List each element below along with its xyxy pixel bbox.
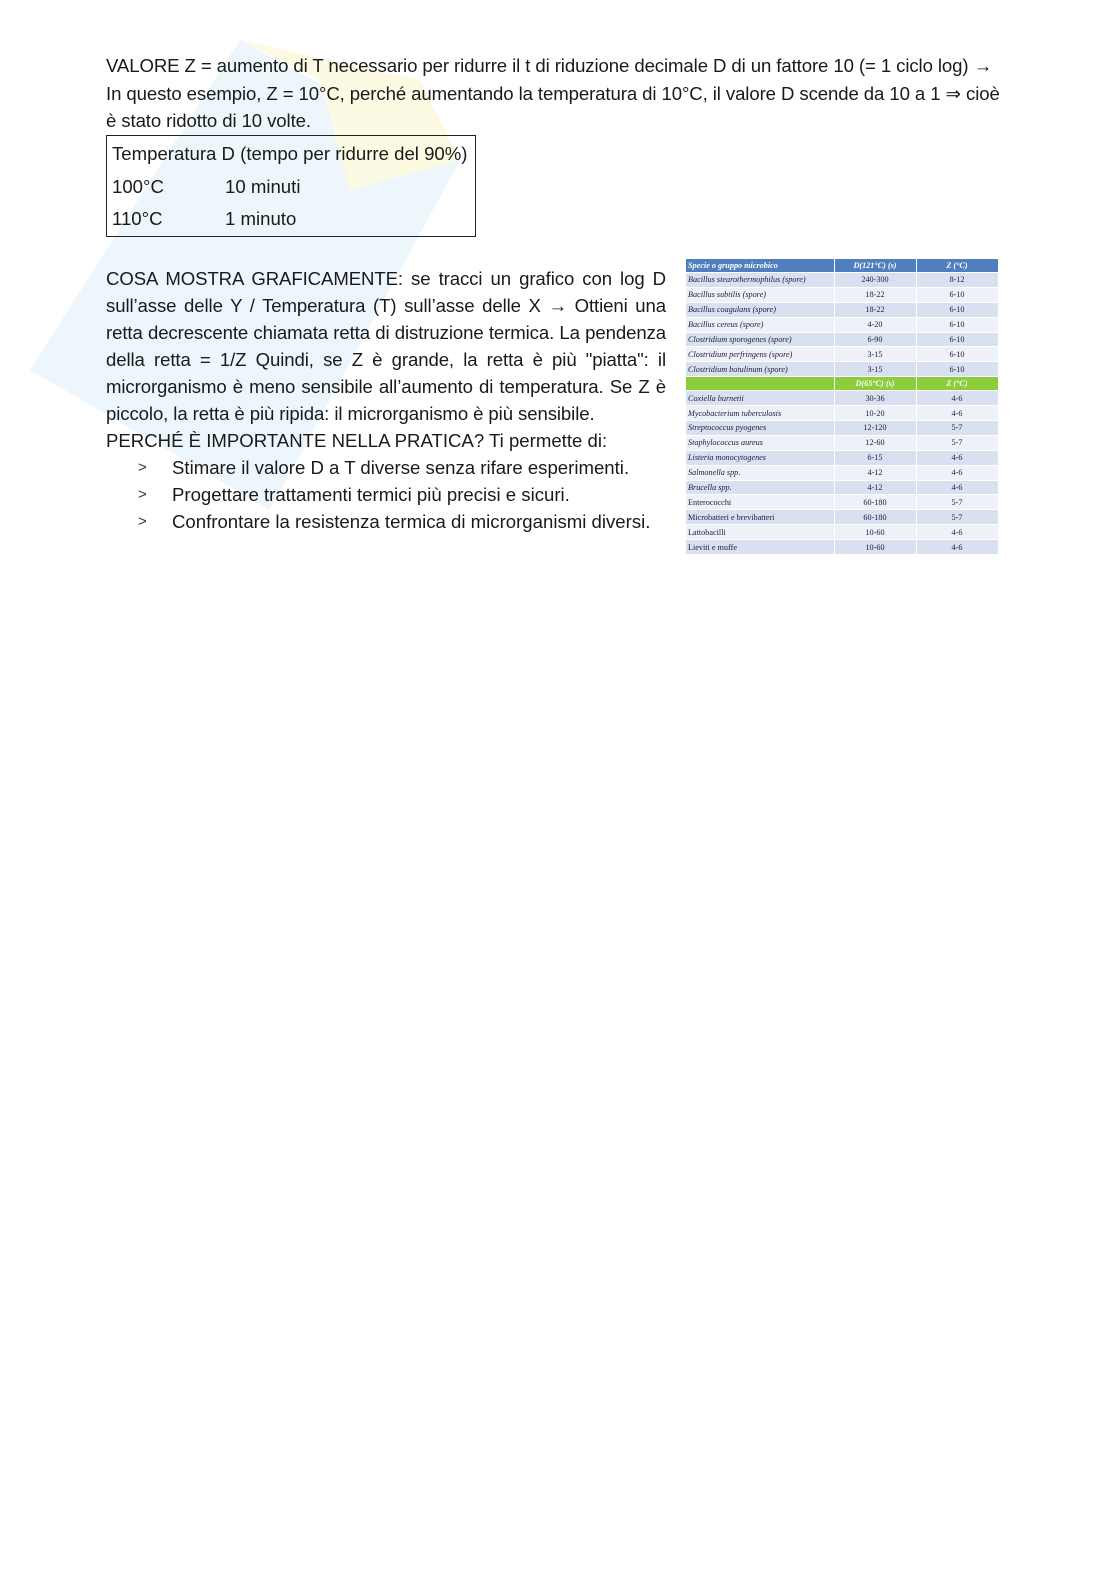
- d-value: 6-15: [834, 450, 916, 465]
- table-row: [686, 450, 998, 465]
- species-name: Staphylococcus aureus: [686, 435, 834, 450]
- z-value-definition: VALORE Z = aumento di T necessario per ridurre il t di riduzione decimale D di un fattore 10 (= 1 ciclo log) → In questo esempio, Z = 10°C, perché aumentando la temperatura di 10°C, il valore D scende da 10 a 1 ⇒ cioè è stato ridotto di 10 volte.: [106, 55, 1000, 131]
- table-row: [686, 465, 998, 480]
- table-header-vegetative: [686, 377, 998, 391]
- table-row: [686, 347, 998, 362]
- species-name: Enterococchi: [686, 495, 834, 510]
- d-value: 18-22: [834, 302, 916, 317]
- species-name: Lattobacilli: [686, 525, 834, 540]
- z-value: 6-10: [916, 332, 998, 347]
- table-row: [686, 317, 998, 332]
- header-empty: [686, 377, 834, 391]
- species-name: Salmonella spp.: [686, 465, 834, 480]
- species-name: Bacillus coagulans (spore): [686, 302, 834, 317]
- table-row: [686, 421, 998, 436]
- species-name: Brucella spp.: [686, 480, 834, 495]
- importance-heading: PERCHÉ È IMPORTANTE NELLA PRATICA? Ti permette di:: [106, 430, 608, 451]
- d-value: 4-12: [834, 465, 916, 480]
- z-value: 4-6: [916, 406, 998, 421]
- z-value: 5-7: [916, 435, 998, 450]
- table-row: [686, 540, 998, 555]
- table-row: [686, 362, 998, 377]
- species-name: Lieviti e muffe: [686, 540, 834, 555]
- header-d-value: D(65°C) (s): [834, 377, 916, 391]
- list-item: [138, 454, 678, 481]
- z-value: 8-12: [916, 273, 998, 288]
- list-item-text: Confrontare la resistenza termica di microrganismi diversi.: [172, 511, 651, 532]
- microbial-table-body: [686, 259, 998, 555]
- d-table-header: Temperatura D (tempo per ridurre del 90%): [112, 143, 468, 164]
- table-row: [686, 510, 998, 525]
- list-item-text: Stimare il valore D a T diverse senza rifare esperimenti.: [172, 457, 630, 478]
- z-value: 6-10: [916, 362, 998, 377]
- z-value: 6-10: [916, 317, 998, 332]
- d-value: 10-20: [834, 406, 916, 421]
- table-row: [686, 495, 998, 510]
- list-item-text: Progettare trattamenti termici più precisi e sicuri.: [172, 484, 570, 505]
- species-name: Clostridium perfringens (spore): [686, 347, 834, 362]
- species-name: Bacillus cereus (spore): [686, 317, 834, 332]
- z-value: 4-6: [916, 525, 998, 540]
- d-value: 10-60: [834, 540, 916, 555]
- species-name: Bacillus subtilis (spore): [686, 287, 834, 302]
- table-row: [686, 287, 998, 302]
- table-row: [686, 480, 998, 495]
- bullet-marker: >: [138, 459, 147, 476]
- d-value: 240-300: [834, 273, 916, 288]
- z-value: 4-6: [916, 540, 998, 555]
- z-value: 4-6: [916, 480, 998, 495]
- table-row: [686, 273, 998, 288]
- z-value: 6-10: [916, 302, 998, 317]
- d-value: 4-20: [834, 317, 916, 332]
- decimal-reduction-table: [106, 135, 476, 237]
- z-value: 5-7: [916, 421, 998, 436]
- d-table-temp: 110°C: [112, 208, 163, 229]
- d-table-row: [112, 173, 301, 201]
- graph-explanation-text: COSA MOSTRA GRAFICAMENTE: se tracci un grafico con log D sull’asse delle Y / Temperatura (T) sull’asse delle X → Ottieni una retta decrescente chiamata retta di distruzione termica. La pendenza della retta = 1/Z Quindi, se Z è grande, la retta è più "piatta": il microrganismo è meno sensibile all’aumento di temperatura. Se Z è piccolo, la retta è più ripida: il microrganismo è più sensibile.: [106, 268, 666, 424]
- d-value: 18-22: [834, 287, 916, 302]
- z-value: 6-10: [916, 287, 998, 302]
- z-value: 4-6: [916, 465, 998, 480]
- z-value: 6-10: [916, 347, 998, 362]
- z-value: 4-6: [916, 450, 998, 465]
- list-item: [138, 508, 678, 535]
- d-value: 60-180: [834, 510, 916, 525]
- d-value: 12-120: [834, 421, 916, 436]
- table-row: [686, 525, 998, 540]
- header-d-value: D(121°C) (s): [834, 259, 916, 273]
- species-name: Microbatteri e brevibatteri: [686, 510, 834, 525]
- species-name: Clostridium botulinum (spore): [686, 362, 834, 377]
- d-table-row: [112, 205, 297, 233]
- z-value: 5-7: [916, 510, 998, 525]
- table-row: [686, 302, 998, 317]
- graph-explanation: [106, 265, 666, 427]
- table-row: [686, 332, 998, 347]
- bullet-marker: >: [138, 486, 147, 503]
- table-row: [686, 435, 998, 450]
- header-z-value: Z (°C): [916, 377, 998, 391]
- species-name: Bacillus stearothermophilus (spore): [686, 273, 834, 288]
- species-name: Coxiella burnetii: [686, 391, 834, 406]
- d-value: 4-12: [834, 480, 916, 495]
- z-value: 5-7: [916, 495, 998, 510]
- importance-list: [138, 454, 678, 535]
- header-z-value: Z (°C): [916, 259, 998, 273]
- microbial-resistance-table: [686, 259, 999, 555]
- d-value: 3-15: [834, 347, 916, 362]
- d-table-temp: 100°C: [112, 176, 164, 197]
- table-row: [686, 391, 998, 406]
- bullet-marker: >: [138, 513, 147, 530]
- species-name: Mycobacterium tuberculosis: [686, 406, 834, 421]
- d-value: 10-60: [834, 525, 916, 540]
- d-value: 60-180: [834, 495, 916, 510]
- d-value: 12-60: [834, 435, 916, 450]
- table-header-spores: [686, 259, 998, 273]
- d-value: 3-15: [834, 362, 916, 377]
- table-row: [686, 406, 998, 421]
- list-item: [138, 481, 678, 508]
- z-value: 4-6: [916, 391, 998, 406]
- header-species: Specie o gruppo microbico: [686, 259, 834, 273]
- d-value: 30-36: [834, 391, 916, 406]
- d-value: 6-90: [834, 332, 916, 347]
- species-name: Clostridium sporogenes (spore): [686, 332, 834, 347]
- d-table-time: 1 minuto: [225, 208, 297, 229]
- d-table-time: 10 minuti: [225, 176, 301, 197]
- species-name: Listeria monocytogenes: [686, 450, 834, 465]
- species-name: Streptococcus pyogenes: [686, 421, 834, 436]
